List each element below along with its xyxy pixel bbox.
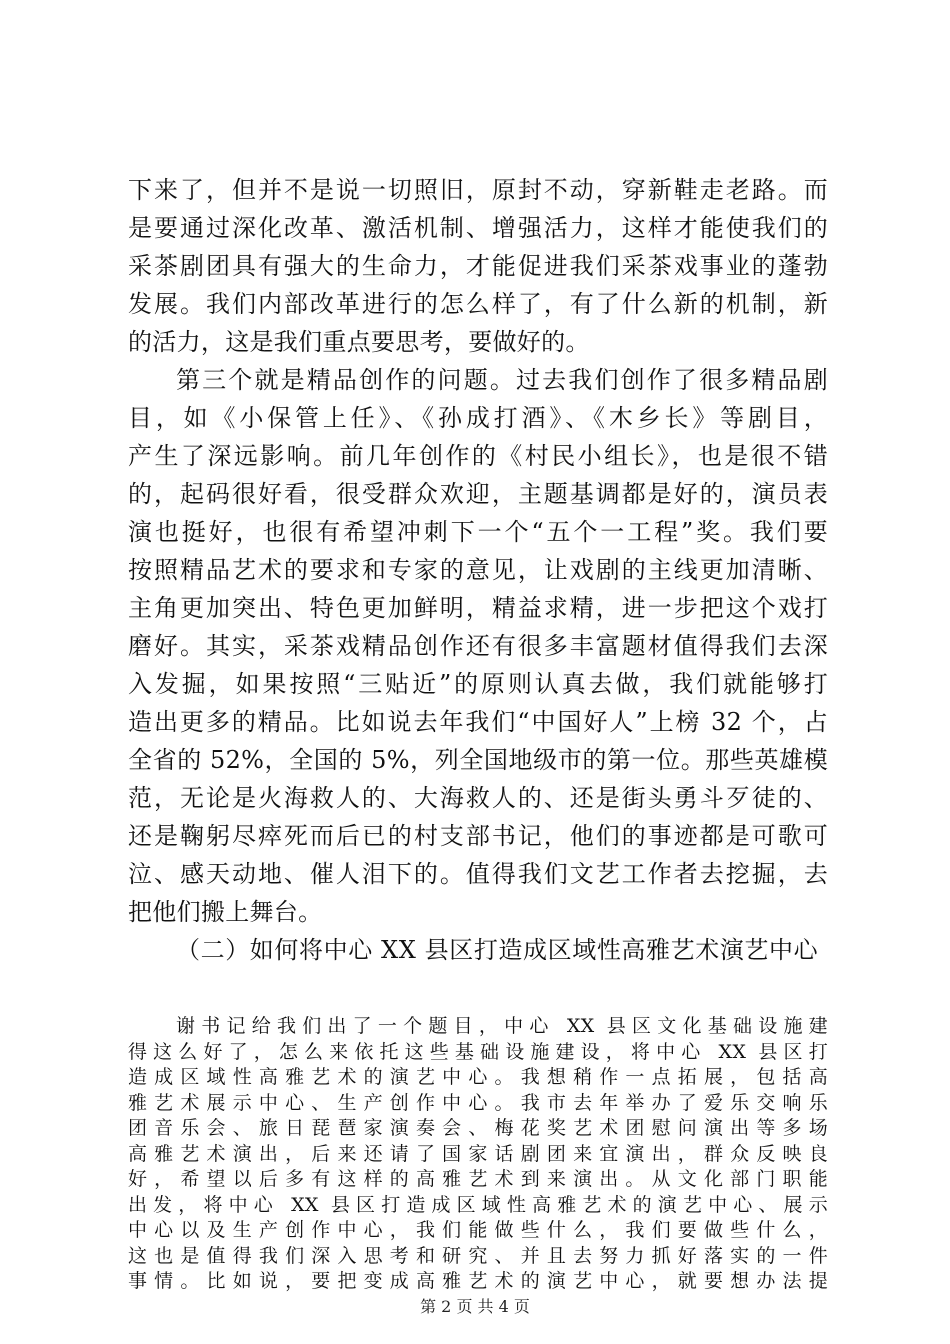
text-line: 雅艺术展示中心、生产创作中心。我市去年举办了爱乐交响乐 [128, 1091, 828, 1114]
text-line: 目，如《小保管上任》、《孙成打酒》、《木乡长》等剧目， [128, 404, 828, 432]
text-line: 这也是值得我们深入思考和研究、并且去努力抓好落实的一件 [128, 1244, 828, 1267]
text-line: 是要通过深化改革、激活机制、增强活力，这样才能使我们的 [128, 214, 828, 242]
text-line: 入发掘，如果按照“三贴近”的原则认真去做，我们就能够打 [128, 670, 828, 698]
text-line: 磨好。其实，采茶戏精品创作还有很多丰富题材值得我们去深 [128, 632, 828, 660]
text-line: 造出更多的精品。比如说去年我们“中国好人”上榜 32 个，占 [128, 708, 828, 736]
text-line: 范，无论是火海救人的、大海救人的、还是街头勇斗歹徒的、 [128, 784, 828, 812]
text-line: 下来了，但并不是说一切照旧，原封不动，穿新鞋走老路。而 [128, 176, 828, 204]
text-line: 造成区域性高雅艺术的演艺中心。我想稍作一点拓展，包括高 [128, 1066, 828, 1088]
text-line: 高雅艺术演出，后来还请了国家话剧团来宜演出，群众反映良 [128, 1142, 828, 1165]
text-line: 的活力，这是我们重点要思考，要做好的。 [128, 328, 590, 356]
text-line: 还是鞠躬尽瘁死而后已的村支部书记，他们的事迹都是可歌可 [128, 822, 828, 850]
text-line: 把他们搬上舞台。 [128, 898, 323, 926]
text-line: 第三个就是精品创作的问题。过去我们创作了很多精品剧 [176, 366, 828, 394]
text-line: 中心以及生产创作中心，我们能做些什么，我们要做些什么， [128, 1219, 828, 1241]
text-line: 的，起码很好看，很受群众欢迎，主题基调都是好的，演员表 [128, 480, 828, 508]
text-line: 全省的 52%，全国的 5%，列全国地级市的第一位。那些英雄模 [128, 746, 828, 774]
text-line: 采茶剧团具有强大的生命力，才能促进我们采茶戏事业的蓬勃 [128, 252, 828, 280]
text-line: 好，希望以后多有这样的高雅艺术到来演出。从文化部门职能 [128, 1168, 828, 1190]
text-line: 按照精品艺术的要求和专家的意见，让戏剧的主线更加清晰、 [128, 556, 828, 584]
text-line: 得这么好了，怎么来依托这些基础设施建设，将中心 XX 县区打 [128, 1040, 828, 1063]
text-line: 产生了深远影响。前几年创作的《村民小组长》，也是很不错 [128, 442, 828, 470]
text-line: 团音乐会、旅日琵琶家演奏会、梅花奖艺术团慰问演出等多场 [128, 1117, 828, 1139]
text-line: 演也挺好，也很有希望冲刺下一个“五个一工程”奖。我们要 [128, 518, 828, 546]
page-footer: 第 2 页 共 4 页 [420, 1297, 530, 1316]
text-line: 主角更加突出、特色更加鲜明，精益求精，进一步把这个戏打 [128, 594, 828, 622]
text-line: 谢书记给我们出了一个题目，中心 XX 县区文化基础设施建 [176, 1015, 828, 1037]
text-line: 发展。我们内部改革进行的怎么样了，有了什么新的机制，新 [128, 290, 828, 318]
text-line: 泣、感天动地、催人泪下的。值得我们文艺工作者去挖掘，去 [128, 860, 828, 888]
text-line: 事情。比如说，要把变成高雅艺术的演艺中心，就要想办法提 [128, 1270, 828, 1292]
text-line: 出发，将中心 XX 县区打造成区域性高雅艺术的演艺中心、展示 [128, 1193, 828, 1216]
section-heading: （二）如何将中心 XX 县区打造成区域性高雅艺术演艺中心 [176, 936, 819, 964]
